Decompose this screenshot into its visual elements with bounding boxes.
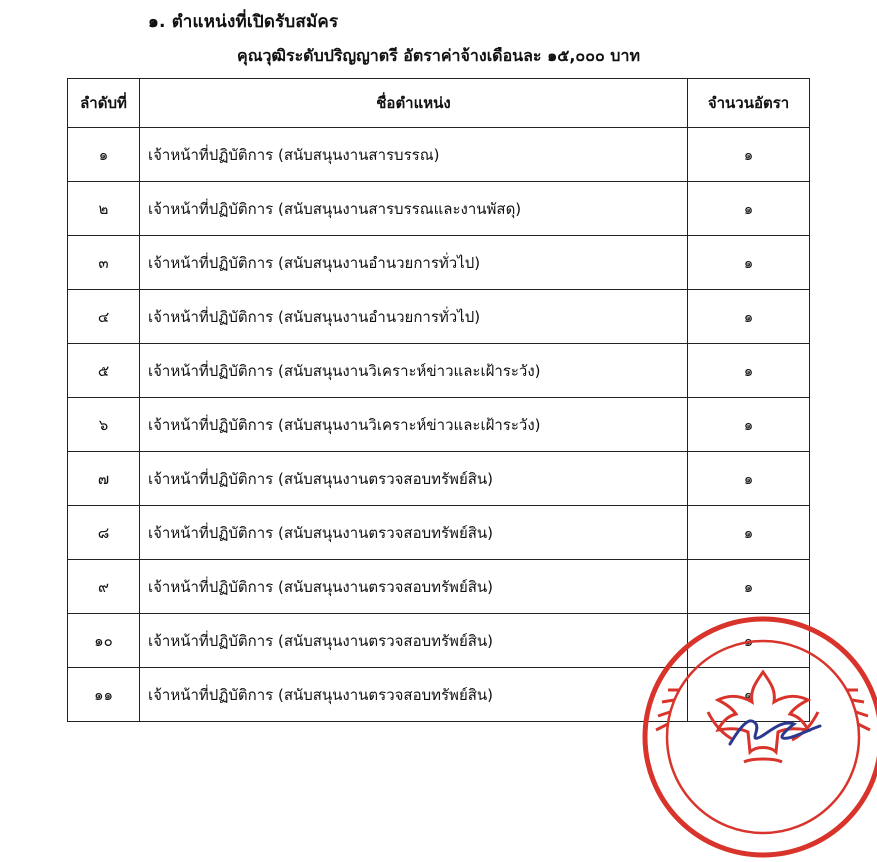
- row-order: ๗: [68, 452, 140, 506]
- row-quota: ๑: [688, 668, 810, 722]
- row-quota: ๑: [688, 182, 810, 236]
- row-position-name: เจ้าหน้าที่ปฏิบัติการ (สนับสนุนงานตรวจสอบทรัพย์สิน): [140, 614, 688, 668]
- row-position-name: เจ้าหน้าที่ปฏิบัติการ (สนับสนุนงานวิเคราะห์ข่าวและเฝ้าระวัง): [140, 398, 688, 452]
- table-row: [68, 668, 810, 722]
- row-position-name: เจ้าหน้าที่ปฏิบัติการ (สนับสนุนงานสารบรรณและงานพัสดุ): [140, 182, 688, 236]
- table-row: [68, 614, 810, 668]
- table-header-row: [68, 79, 810, 128]
- row-position-name: เจ้าหน้าที่ปฏิบัติการ (สนับสนุนงานวิเคราะห์ข่าวและเฝ้าระวัง): [140, 344, 688, 398]
- row-quota: ๑: [688, 560, 810, 614]
- row-order: ๘: [68, 506, 140, 560]
- row-order: ๙: [68, 560, 140, 614]
- row-position-name: เจ้าหน้าที่ปฏิบัติการ (สนับสนุนงานอำนวยการทั่วไป): [140, 236, 688, 290]
- row-quota: ๑: [688, 506, 810, 560]
- table-row: [68, 290, 810, 344]
- row-quota: ๑: [688, 290, 810, 344]
- row-quota: ๑: [688, 614, 810, 668]
- table-row: [68, 182, 810, 236]
- row-order: ๔: [68, 290, 140, 344]
- table-row: [68, 560, 810, 614]
- row-order: ๕: [68, 344, 140, 398]
- table-row: [68, 452, 810, 506]
- row-order: ๒: [68, 182, 140, 236]
- row-order: ๓: [68, 236, 140, 290]
- row-position-name: เจ้าหน้าที่ปฏิบัติการ (สนับสนุนงานตรวจสอบทรัพย์สิน): [140, 668, 688, 722]
- row-quota: ๑: [688, 236, 810, 290]
- section-subheading: คุณวุฒิระดับปริญญาตรี อัตราค่าจ้างเดือนละ ๑๕,๐๐๐ บาท: [237, 46, 640, 65]
- row-position-name: เจ้าหน้าที่ปฏิบัติการ (สนับสนุนงานตรวจสอบทรัพย์สิน): [140, 452, 688, 506]
- table-row: [68, 398, 810, 452]
- table-row: [68, 506, 810, 560]
- row-order: ๑๐: [68, 614, 140, 668]
- table-row: [68, 128, 810, 182]
- row-quota: ๑: [688, 128, 810, 182]
- header-order: ลำดับที่: [68, 79, 140, 128]
- row-position-name: เจ้าหน้าที่ปฏิบัติการ (สนับสนุนงานสารบรรณ): [140, 128, 688, 182]
- positions-table: [67, 78, 810, 722]
- table-row: [68, 236, 810, 290]
- row-quota: ๑: [688, 452, 810, 506]
- row-position-name: เจ้าหน้าที่ปฏิบัติการ (สนับสนุนงานตรวจสอบทรัพย์สิน): [140, 560, 688, 614]
- row-position-name: เจ้าหน้าที่ปฏิบัติการ (สนับสนุนงานอำนวยการทั่วไป): [140, 290, 688, 344]
- section-heading: ๑. ตำแหน่งที่เปิดรับสมัคร: [148, 12, 339, 32]
- row-order: ๖: [68, 398, 140, 452]
- header-position-name: ชื่อตำแหน่ง: [140, 79, 688, 128]
- row-order: ๑๑: [68, 668, 140, 722]
- row-quota: ๑: [688, 344, 810, 398]
- row-quota: ๑: [688, 398, 810, 452]
- row-position-name: เจ้าหน้าที่ปฏิบัติการ (สนับสนุนงานตรวจสอบทรัพย์สิน): [140, 506, 688, 560]
- header-quota: จำนวนอัตรา: [688, 79, 810, 128]
- row-order: ๑: [68, 128, 140, 182]
- table-row: [68, 344, 810, 398]
